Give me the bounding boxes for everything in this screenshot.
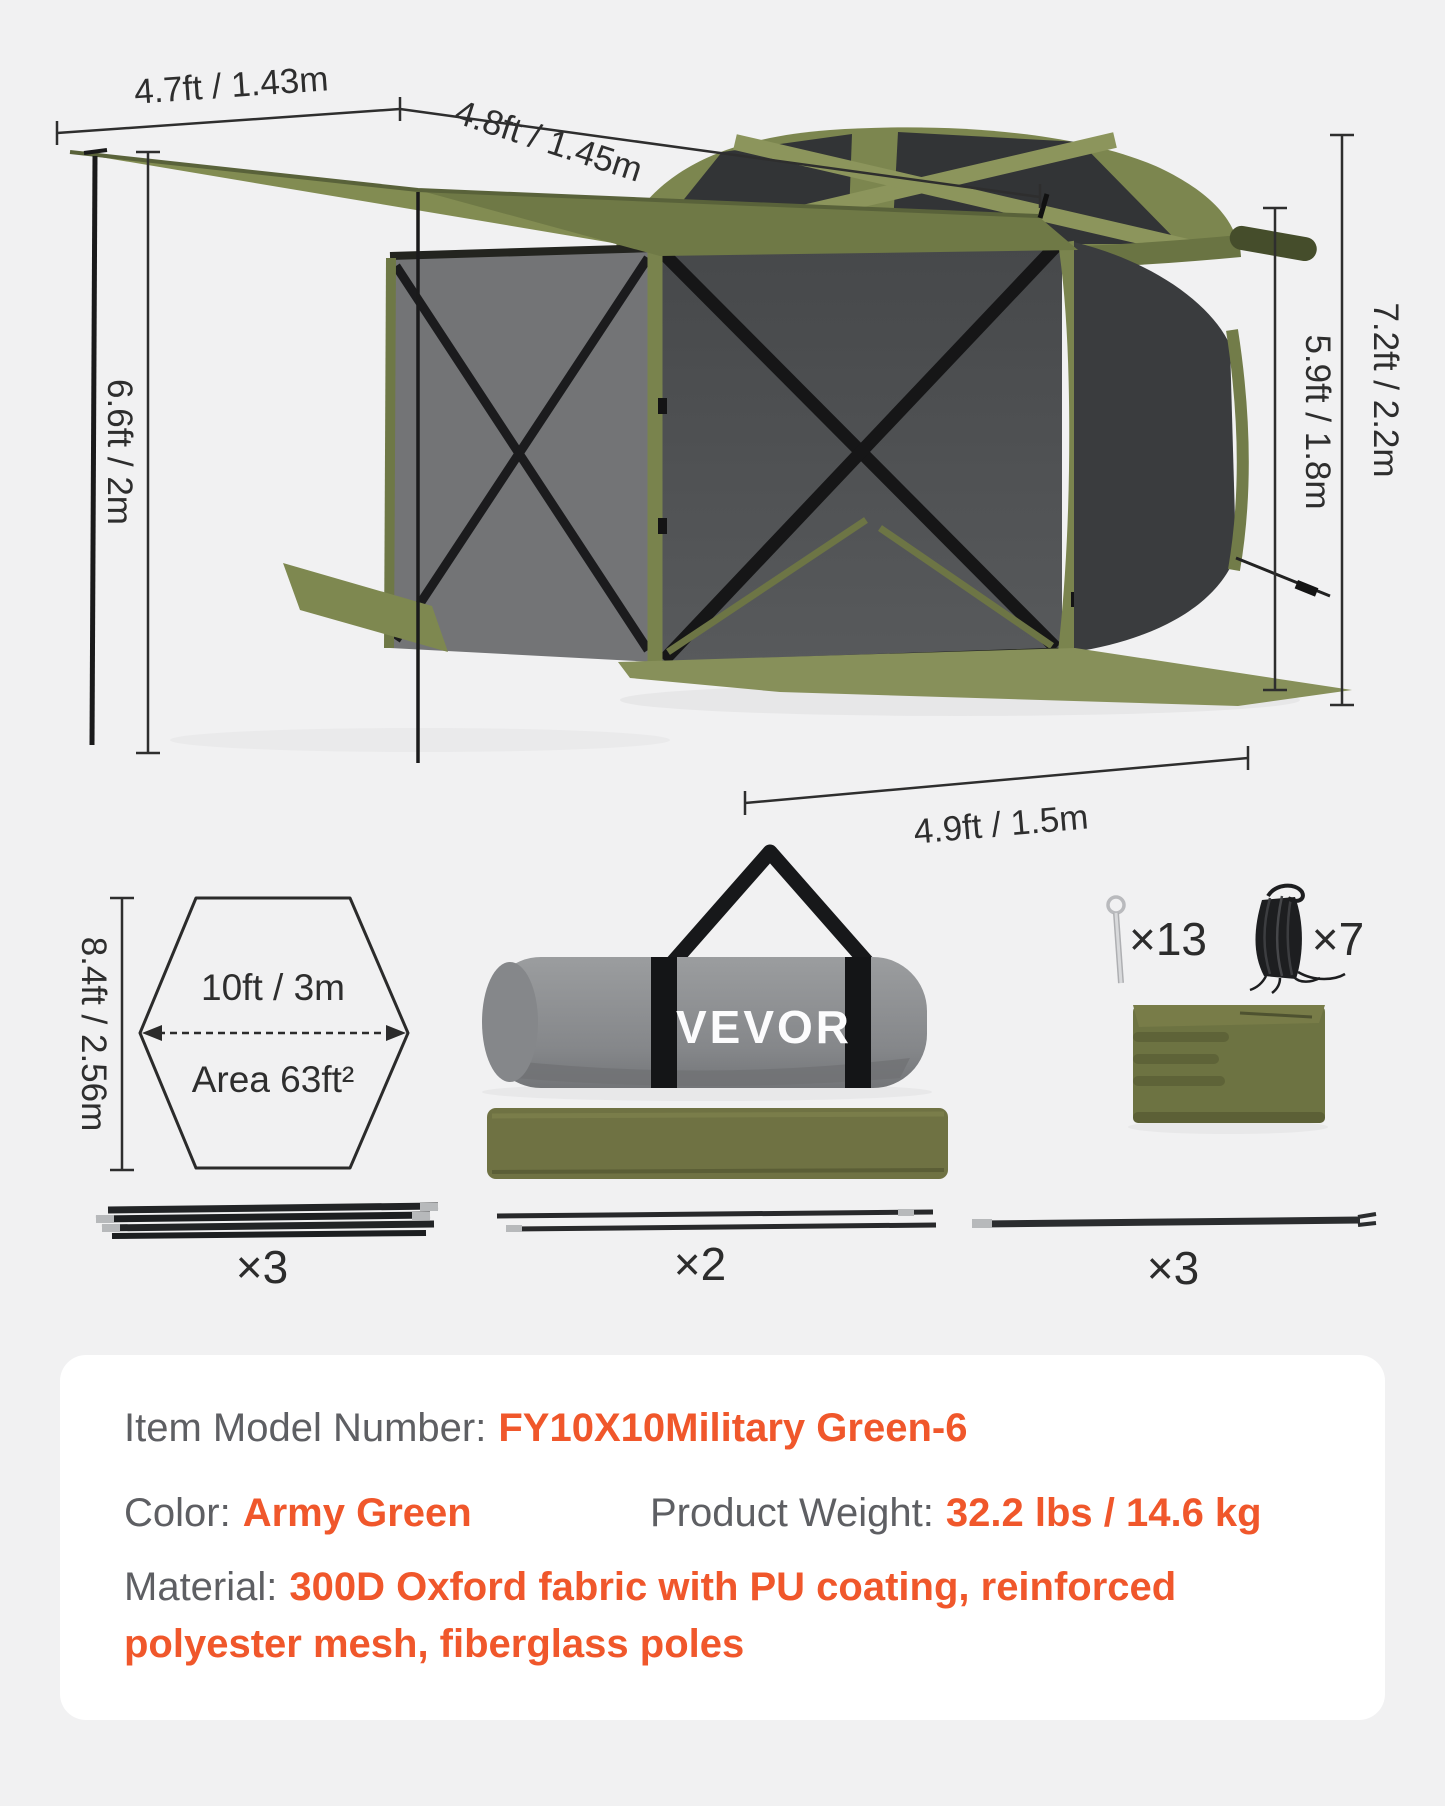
tent-stake — [1108, 897, 1124, 983]
material-value-line2: polyester mesh, fiberglass poles — [124, 1622, 745, 1666]
footprint-area-label: Area 63ft² — [191, 1059, 355, 1100]
rolled-door-flap — [1228, 224, 1319, 263]
pole-sleeve — [487, 1108, 948, 1179]
dim-awning-left-label: 4.7ft / 1.43m — [132, 59, 330, 112]
material-label: Material: — [124, 1565, 278, 1609]
stakes-qty-label: ×13 — [1128, 913, 1208, 965]
arrowhead-right — [386, 1025, 406, 1041]
footprint-depth-label: 8.4ft / 2.56m — [74, 936, 113, 1132]
dim-awning-right-label: 4.8ft / 1.45m — [450, 92, 648, 190]
model-number-row — [124, 1403, 967, 1453]
weight-label: Product Weight: — [650, 1491, 934, 1535]
gazebo-body — [283, 240, 1352, 706]
model-number-label: Item Model Number: — [124, 1406, 487, 1450]
bag-strap — [651, 957, 677, 1088]
rope-tensioner — [1295, 580, 1319, 597]
clip — [658, 398, 667, 414]
material-value-line1: 300D Oxford fabric with PU coating, reinforced — [289, 1565, 1177, 1609]
folded-poles-bundle — [96, 1203, 438, 1236]
color-label: Color: — [124, 1491, 231, 1535]
awning-poles — [497, 1209, 936, 1232]
awning-poles-qty-label: ×2 — [673, 1238, 727, 1290]
spec-card — [60, 1355, 1385, 1720]
dim-wall-height-label: 5.9ft / 1.8m — [1298, 334, 1337, 510]
bag-handle — [668, 852, 872, 968]
material-row — [124, 1559, 1339, 1673]
awning-support-pole — [92, 156, 95, 745]
ropes-qty-label: ×7 — [1311, 913, 1365, 965]
color-value: Army Green — [242, 1491, 472, 1535]
folded-tarp — [1133, 1005, 1325, 1123]
weight-value: 32.2 lbs / 14.6 kg — [945, 1491, 1262, 1535]
carry-bag — [482, 852, 927, 1088]
dim-base-width-label: 4.9ft / 1.5m — [912, 797, 1090, 852]
roof-pole — [972, 1214, 1376, 1228]
dim-peak-height-label: 7.2ft / 2.2m — [1366, 302, 1405, 478]
bag-brand-logo: VEVOR — [675, 1001, 853, 1053]
clip — [658, 518, 667, 534]
dim-awning-height-label: 6.6ft / 2m — [100, 379, 139, 525]
interior-post — [389, 258, 391, 648]
pole-top-cap — [84, 150, 107, 153]
footprint-diagram — [74, 898, 408, 1170]
footprint-width-label: 10ft / 3m — [201, 967, 345, 1008]
color-row — [124, 1488, 472, 1538]
arrowhead-left — [142, 1025, 162, 1041]
weight-row — [650, 1488, 1262, 1538]
side-mesh-panel — [1074, 242, 1236, 652]
model-number-value: FY10X10Military Green-6 — [498, 1406, 968, 1450]
side-edge-pole — [1232, 330, 1243, 570]
bag-end-cap — [482, 962, 538, 1082]
roof-pole-qty-label: ×3 — [1146, 1242, 1200, 1294]
folded-poles-qty-label: ×3 — [235, 1241, 289, 1293]
